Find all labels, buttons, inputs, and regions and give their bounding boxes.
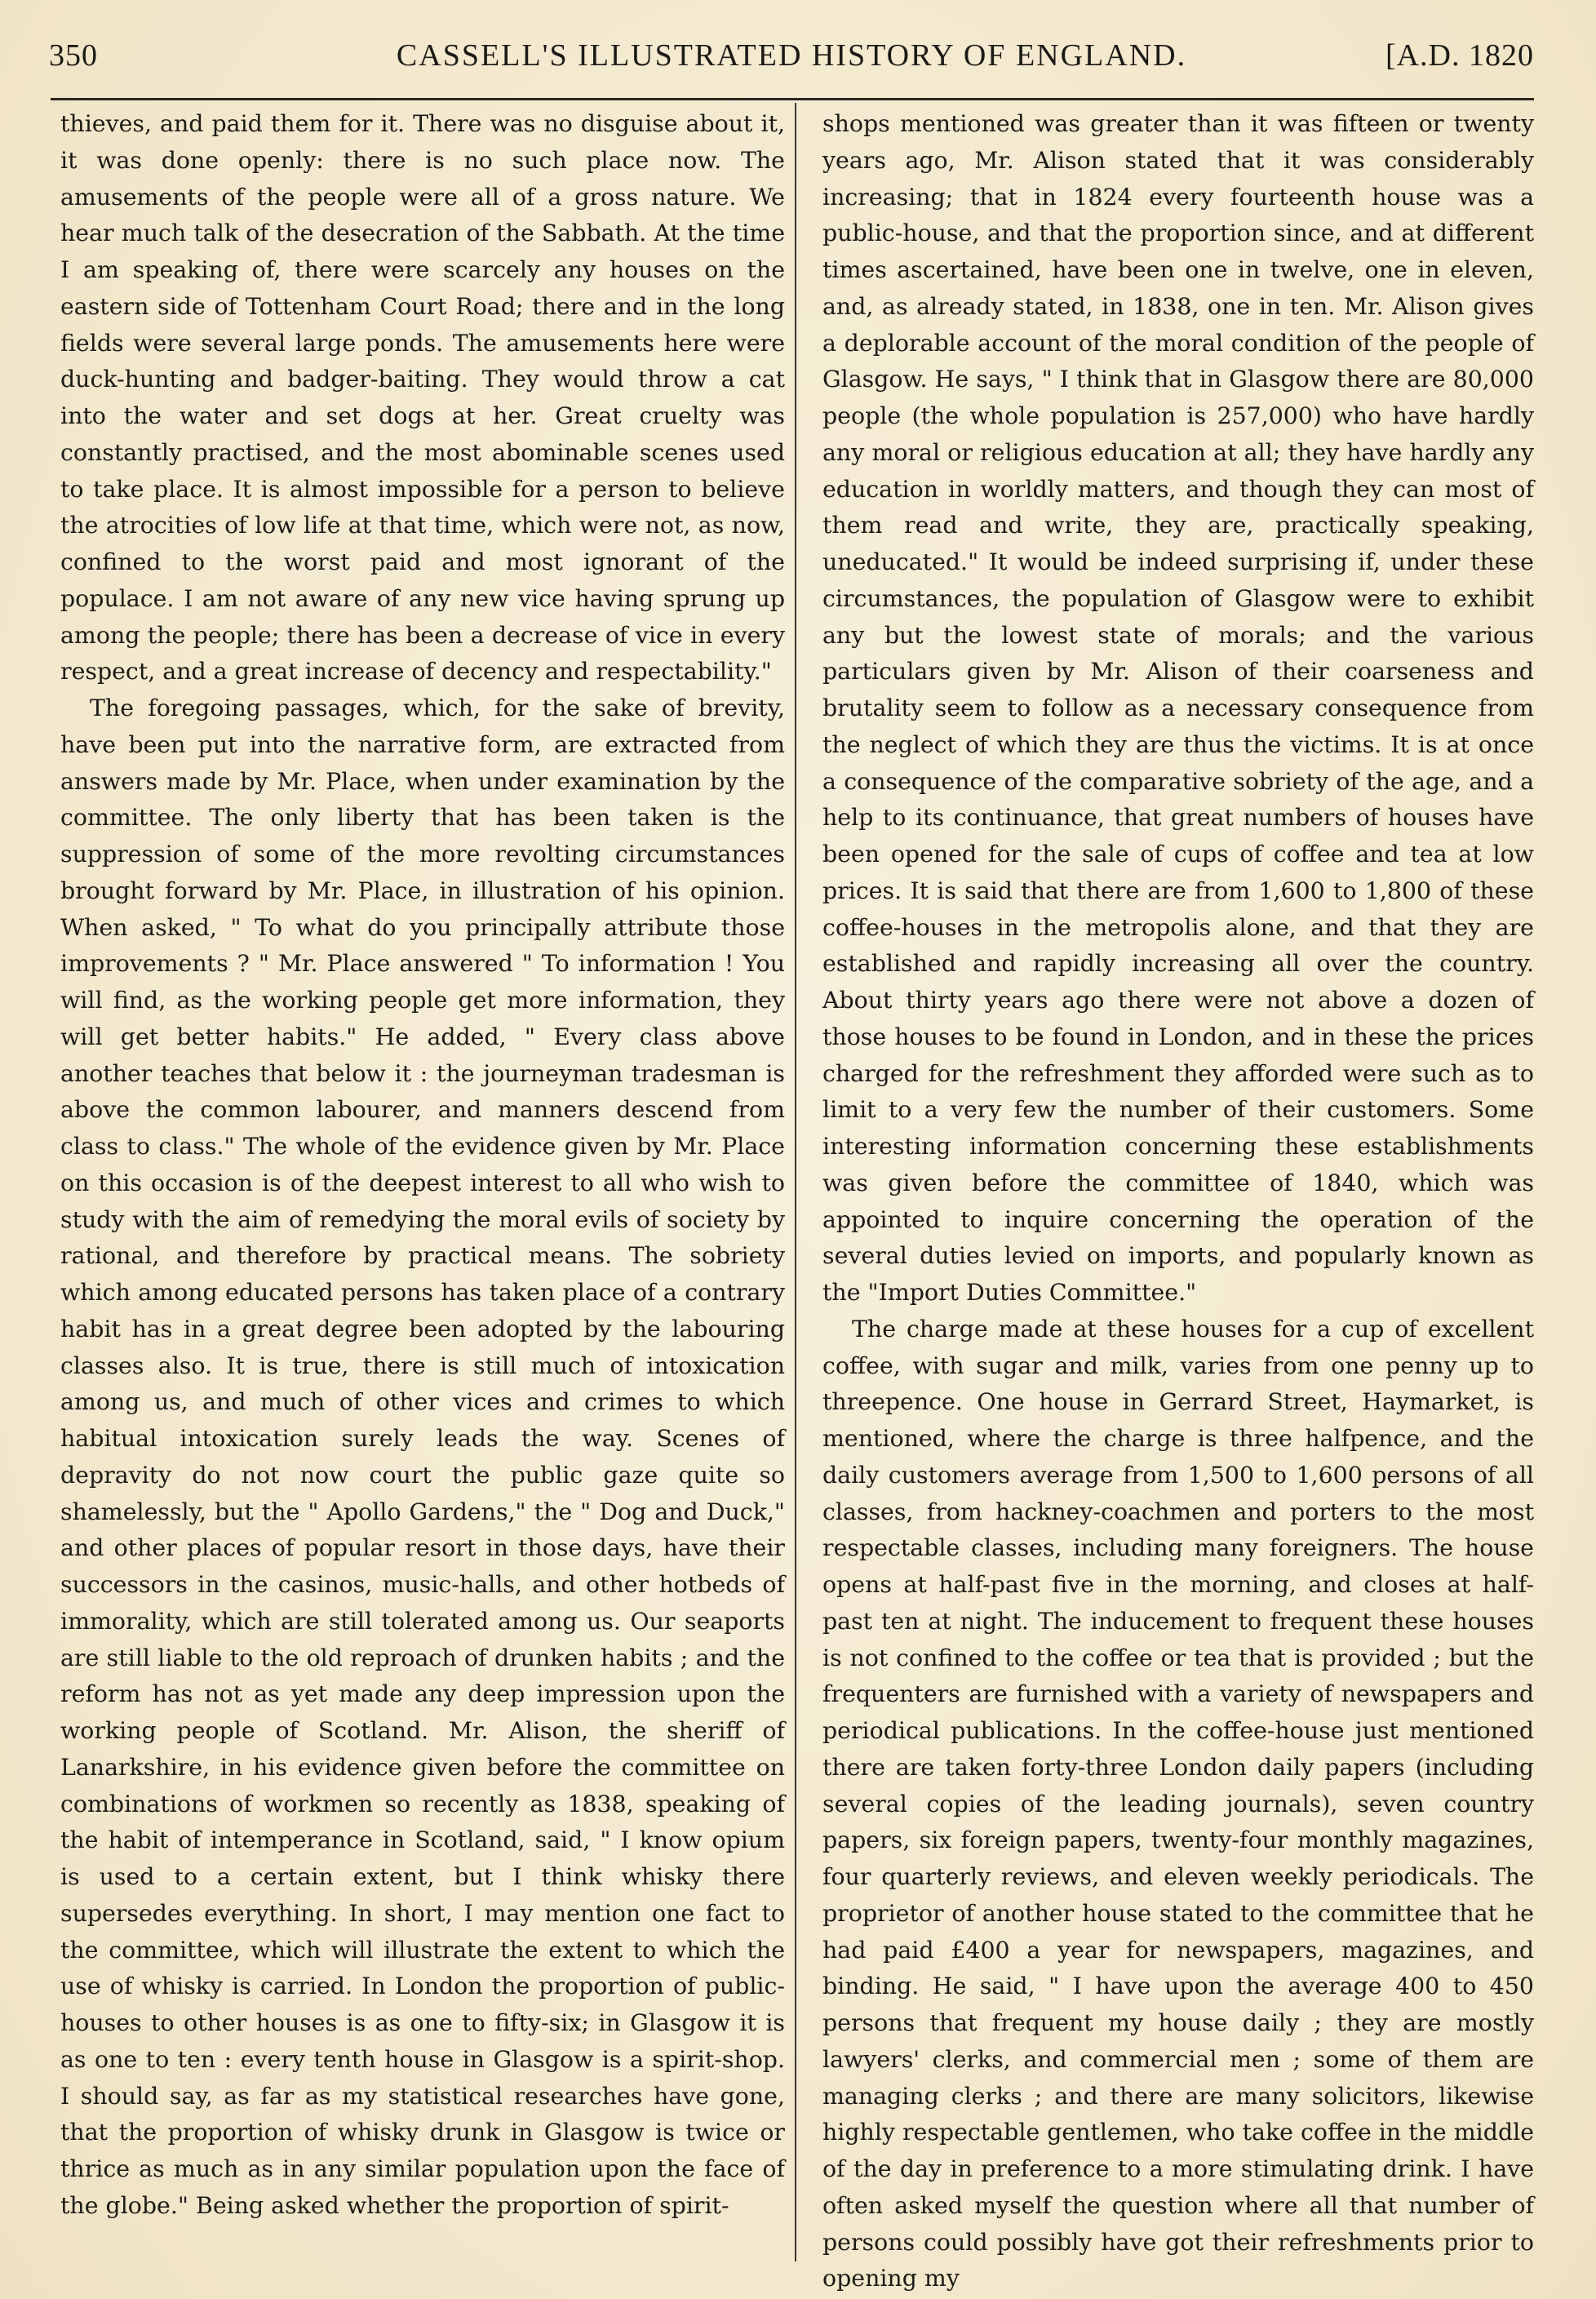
left-column (60, 106, 785, 2225)
right-paragraph-2: The charge made at these houses for a cup of excellent coffee, with sugar and milk, varies from one penny up to threepence. One house in Gerrard Street, Haymarket, is mentioned, where the charge is three halfpence, and the daily customers average from 1,500 to 1,600 persons of all classes, from hackney-coachmen and porters to the most respectable classes, including many foreigners. The house opens at half-past five in the morning, and closes at half-past ten at night. The inducement to frequent these houses is not confined to the coffee or tea that is provided ; but the frequenters are furnished with a variety of newspapers and periodical publications. In the coffee-house just mentioned there are taken forty-three London daily papers (including several copies of the leading journals), seven country papers, six foreign papers, twenty-four monthly magazines, four quarterly reviews, and eleven weekly periodicals. The proprietor of another house stated to the committee that he had paid £400 a year for newspapers, magazines, and binding. He said, " I have upon the average 400 to 450 persons that frequent my house daily ; they are mostly lawyers' clerks, and commercial men ; some of them are managing clerks ; and there are many solicitors, likewise highly respectable gentlemen, who take coffee in the middle of the day in preference to a more stimulating drink. I have often asked myself the question where all that number of persons could possibly have got their refreshments prior to opening my (822, 1315, 1534, 2292)
running-title: CASSELL'S ILLUSTRATED HISTORY OF ENGLAND. (396, 38, 1187, 73)
left-paragraph-1: thieves, and paid them for it. There was no disguise about it, it was done openly: there is no such place now. The amusements of the people were all of a gross nature. We hear much talk of the desecration of the Sabbath. At the time I am speaking of, there were scarcely any houses on the eastern side of Tottenham Court Road; there and in the long fields were several large ponds. The amusements here were duck-hunting and badger-baiting. They would throw a cat into the water and set dogs at her. Great cruelty was constantly practised, and the most abominable scenes used to take place. It is almost impossible for a person to believe the atrocities of low life at that time, which were not, as now, confined to the worst paid and most ignorant of the populace. I am not aware of any new vice having sprung up among the people; there has been a decrease of vice in every respect, and a great increase of decency and respectability." (60, 110, 785, 686)
running-header (49, 34, 1534, 83)
left-paragraph-2: The foregoing passages, which, for the sake of brevity, have been put into the narrative form, are extracted from answers made by Mr. Place, when under examination by the committee. The only liberty that has been taken is the suppression of some of the more revolting circumstances brought forward by Mr. Place, in illustration of his opinion. When asked, " To what do you principally attribute those improvements ? " Mr. Place answered " To information ! You will find, as the working people get more information, they will get better habits." He added, " Every class above another teaches that below it : the journeyman tradesman is above the common labourer, and manners descend from class to class." The whole of the evidence given by Mr. Place on this occasion is of the deepest interest to all who wish to study with the aim of remedying the moral evils of society by rational, and therefore by practical means. The sobriety which among educated persons has taken place of a contrary habit has in a great degree been adopted by the labouring classes also. It is true, there is still much of intoxication among us, and much of other vices and crimes to which habitual intoxication surely leads the way. Scenes of depravity do not now court the public gaze quite so shamelessly, but the " Apollo Gardens," the " Dog and Duck," and other places of popular resort in those days, have their successors in the casinos, music-halls, and other hotbeds of immorality, which are still tolerated among us. Our seaports are still liable to the old reproach of drunken habits ; and the reform has not as yet made any deep impression upon the working people of Scotland. Mr. Alison, the sheriff of Lanarkshire, in his evidence given before the committee on combinations of workmen so recently as 1838, speaking of the habit of intemperance in Scotland, said, " I know opium is used to a certain extent, but I think whisky there supersedes everything. In short, I may mention one fact to the committee, which will illustrate the extent to which the use of whisky is carried. In London the proportion of public-houses to other houses is as one to fifty-six; in Glasgow it is as one to ten : every tenth house in Glasgow is a spirit-shop. I should say, as far as my statistical researches have gone, that the proportion of whisky drunk in Glasgow is twice or thrice as much as in any similar population upon the face of the globe." Being asked whether the proportion of spirit- (60, 695, 785, 2219)
column-divider (795, 103, 796, 2261)
header-rule (51, 98, 1534, 100)
page-number: 350 (49, 38, 98, 73)
right-paragraph-1: shops mentioned was greater than it was fifteen or twenty years ago, Mr. Alison stated that it was considerably increasing; that in 1824 every fourteenth house was a public-house, and that the proportion since, and at different times ascertained, have been one in twelve, one in eleven, and, as already stated, in 1838, one in ten. Mr. Alison gives a deplorable account of the moral condition of the people of Glasgow. He says, " I think that in Glasgow there are 80,000 people (the whole population is 257,000) who have hardly any moral or religious education at all; they have hardly any education in worldly matters, and though they can most of them read and write, they are, practically speaking, uneducated." It would be indeed surprising if, under these circumstances, the population of Glasgow were to exhibit any but the lowest state of morals; and the various particulars given by Mr. Alison of their coarseness and brutality seem to follow as a necessary consequence from the neglect of which they are thus the victims. It is at once a consequence of the comparative sobriety of the age, and a help to its continuance, that great numbers of houses have been opened for the sale of cups of coffee and tea at low prices. It is said that there are from 1,600 to 1,800 of these coffee-houses in the metropolis alone, and that they are established and rapidly increasing all over the country. About thirty years ago there were not above a dozen of those houses to be found in London, and in these the prices charged for the refreshment they afforded were such as to limit to a very few the number of their customers. Some interesting information concerning these establishments was given before the committee of 1840, which was appointed to inquire concerning the operation of the several duties levied on imports, and popularly known as the "Import Duties Committee." (822, 110, 1534, 1306)
right-column (822, 106, 1534, 2297)
year-marker: [A.D. 1820 (1385, 38, 1534, 73)
